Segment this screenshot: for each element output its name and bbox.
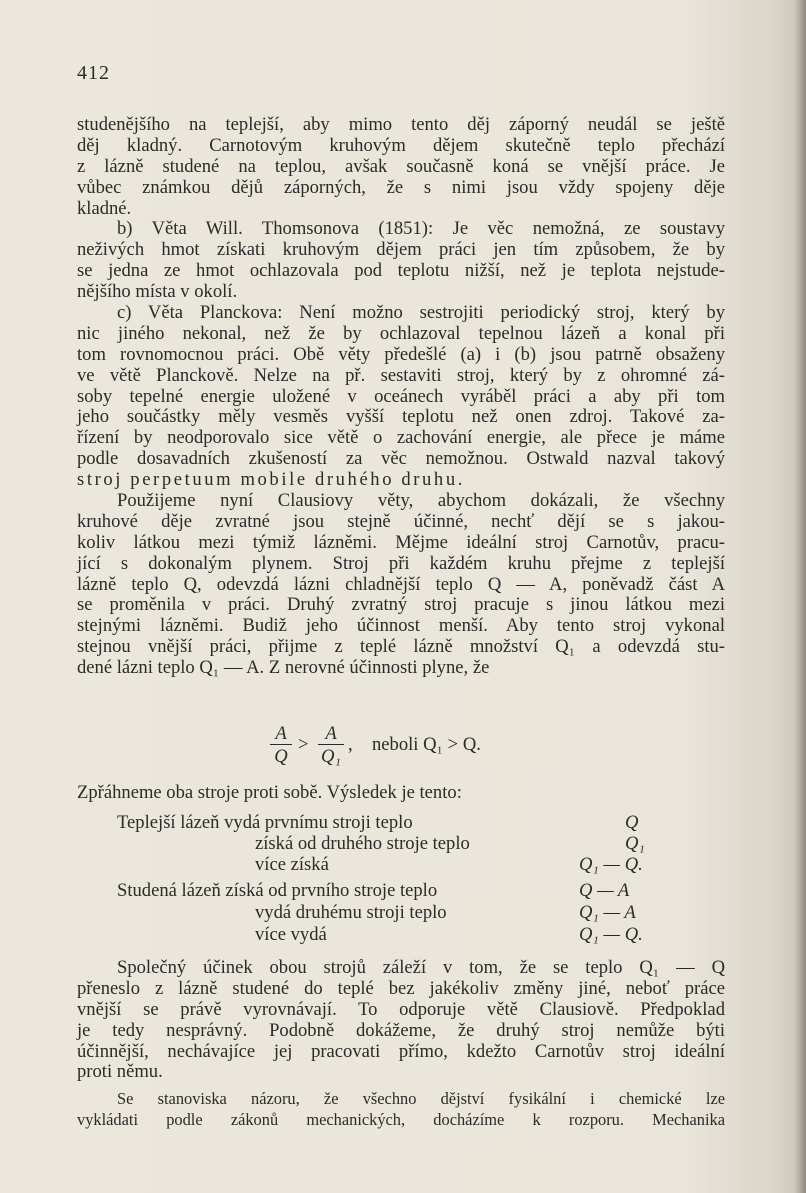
text-line: přeneslo z lázně studené do teplé bez jakékoliv změny jiné, neboť práce xyxy=(77,977,725,999)
text-line: dené lázni teplo Q₁ — A. Z nerovné účinnosti plyne, že xyxy=(77,657,490,679)
fraction-bar xyxy=(270,744,292,745)
text-line: podle dosavadních zkušeností za věc nemožnou. Ostwald nazval takový xyxy=(77,448,725,470)
fraction-bar xyxy=(318,744,344,745)
text-line: kladné. xyxy=(77,197,132,219)
denominator: Q₁ xyxy=(321,746,341,767)
text-line: c) Věta Planckova: Není možno sestrojiti periodický stroj, který by xyxy=(117,302,725,324)
text-line: stejnými lázněmi. Budiž jeho účinnost menší. Aby tento stroj vykonal xyxy=(77,615,725,637)
heat-row-label: více získá xyxy=(255,854,329,875)
formula-text: neboli Q₁ > Q. xyxy=(372,734,481,755)
text-line: se jedna ze hmot ochlazovala pod teplotu nižší, než je teplota nejstude- xyxy=(77,260,725,282)
denominator: Q xyxy=(274,746,288,767)
text-line: nějšího místa v okolí. xyxy=(77,281,238,303)
text-line: stejnou vnější práci, přijme z teplé lázně množství Q₁ a odevzdá stu- xyxy=(77,636,725,658)
text-line: řízení by neodporovalo sice větě o zachování energie, ale přece je máme xyxy=(77,427,725,449)
heat-row-label: Teplejší lázeň vydá prvnímu stroji teplo xyxy=(117,812,413,833)
book-spine-shadow xyxy=(794,0,806,1193)
coupling-line: Zpřáhneme oba stroje proti sobě. Výsledek je tento: xyxy=(77,782,462,803)
numerator: A xyxy=(275,723,287,744)
heat-row-label: více vydá xyxy=(255,924,327,945)
heat-row-value: Q — A xyxy=(579,880,630,901)
text-line: děj kladný. Carnotovým kruhovým dějem skutečně teplo přechází xyxy=(77,134,725,156)
text-line: účinnější, nechávajíce jej pracovati přímo, kdežto Carnotův stroj ideální xyxy=(77,1040,725,1062)
text-line: se proměnila v práci. Druhý zvratný stroj pracuje s jinou látkou mezi xyxy=(77,594,725,616)
text-line: b) Věta Will. Thomsonova (1851): Je věc nemožná, ze soustavy xyxy=(117,218,725,240)
page-number: 412 xyxy=(77,62,110,84)
text-line: Společný účinek obou strojů záleží v tom, že se teplo Q₁ — Q xyxy=(117,957,725,978)
heat-row-label: vydá druhému stroji teplo xyxy=(255,902,447,923)
text-line: soby tepelné energie uložené v oceánech vyráběl práci a aby při tom xyxy=(77,385,725,407)
heat-row-label: Studená lázeň získá od prvního stroje teplo xyxy=(117,880,438,901)
text-line: koliv látkou mezi týmiž lázněmi. Mějme ideální stroj Carnotův, pracu- xyxy=(77,531,725,553)
text-line: z lázně studené na teplou, avšak současně koná se vnější práce. Je xyxy=(77,155,725,177)
text-line: jeho součástky měly vesměs vyšší teplotu než onen zdroj. Takové za- xyxy=(77,406,725,428)
fraction-a-over-q1 xyxy=(318,723,344,766)
main-text xyxy=(77,115,725,679)
small-print-line: vykládati podle zákonů mechanických, docházíme k rozporu. Mechanika xyxy=(77,1110,725,1130)
text-line: studenějšího na teplejší, aby mimo tento děj záporný neudál se ještě xyxy=(77,114,725,135)
heat-row-value: Q₁ — A xyxy=(579,902,636,923)
text-line: tom rovnomocnou práci. Obě věty předešlé (a) i (b) jsou patrně obsaženy xyxy=(77,343,725,365)
text-line: vůbec známkou dějů záporných, že s nimi jsou vždy spojeny děje xyxy=(77,176,725,198)
heat-row-value: Q₁ — Q. xyxy=(579,924,643,945)
text-line: stroj perpetuum mobile druhého druhu. xyxy=(77,469,465,491)
heat-row-value: Q₁ — Q. xyxy=(579,854,643,875)
closing-text xyxy=(77,958,725,1131)
greater-than-sign: > xyxy=(298,734,309,755)
text-line: vnější se právě vyrovnávají. To odporuje větě Clausiově. Předpoklad xyxy=(77,998,725,1020)
heat-row-value: Q xyxy=(625,812,639,833)
text-line: nic jiného nekonal, než že by ochlazoval tepelnou lázeň a konal při xyxy=(77,322,725,344)
text-line: jící s dokonalým plynem. Stroj při každém kruhu přejme z teplejší xyxy=(77,552,725,574)
numerator: A xyxy=(325,723,337,744)
small-print-line: Se stanoviska názoru, že všechno dějství fysikální i chemické lze xyxy=(117,1089,725,1109)
text-line: neživých hmot získati kruhovým dějem práci jen tím způsobem, že by xyxy=(77,239,725,261)
text-line: lázně teplo Q, odevzdá lázni chladnější teplo Q — A, poněvadž část A xyxy=(77,573,725,595)
text-line: je tedy nesprávný. Podobně dokážeme, že druhý stroj nemůže býti xyxy=(77,1019,725,1041)
text-line: kruhové děje zvratné jsou stejně účinné, nechť dějí se s jakou- xyxy=(77,510,725,532)
text-line: proti němu. xyxy=(77,1061,163,1083)
fraction-a-over-q xyxy=(270,723,292,766)
formula-comma: , xyxy=(348,734,353,755)
text-line: ve větě Planckově. Nelze na př. sestaviti stroj, který by z ohromné zá- xyxy=(77,364,725,386)
text-line: Použijeme nyní Clausiovy věty, abychom dokázali, že všechny xyxy=(117,490,725,512)
inequality-formula xyxy=(270,723,570,773)
heat-row-value: Q₁ xyxy=(625,833,645,854)
heat-row-label: získá od druhého stroje teplo xyxy=(255,833,470,854)
